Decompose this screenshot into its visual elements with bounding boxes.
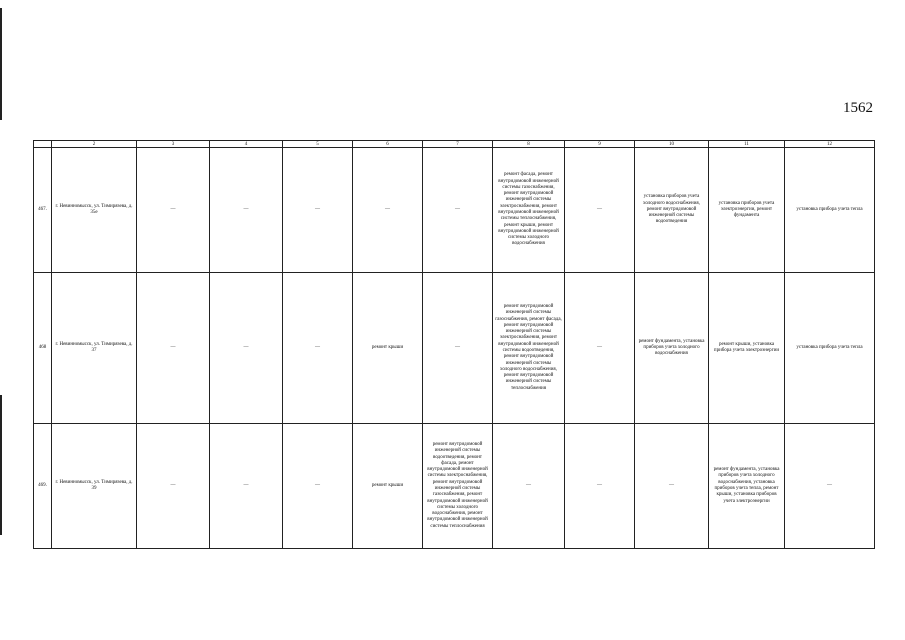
cell-col-8: —	[493, 424, 565, 549]
col-header: 9	[565, 141, 635, 148]
address-cell: г. Невинномысск, ул. Тимирязева, д. 37	[52, 273, 137, 424]
cell-col-4: —	[210, 148, 283, 273]
cell-col-6: —	[353, 148, 423, 273]
col-header: 2	[52, 141, 137, 148]
col-header: 11	[709, 141, 785, 148]
table-row	[34, 273, 875, 424]
row-number: 468	[34, 273, 52, 424]
repair-works-table	[33, 140, 875, 549]
cell-col-11: ремонт крыши, установка прибора учета электроэнергии	[709, 273, 785, 424]
table-row	[34, 148, 875, 273]
row-number: 467.	[34, 148, 52, 273]
col-header	[34, 141, 52, 148]
cell-col-9: —	[565, 273, 635, 424]
col-header: 6	[353, 141, 423, 148]
cell-col-11: установка приборов учета электроэнергии, ремонт фундамента	[709, 148, 785, 273]
cell-col-9: —	[565, 148, 635, 273]
cell-col-10: ремонт фундамента, установка приборов учета холодного водоснабжения	[635, 273, 709, 424]
cell-col-3: —	[137, 424, 210, 549]
cell-col-4: —	[210, 424, 283, 549]
scan-edge-mark	[0, 8, 2, 120]
cell-col-7: —	[423, 273, 493, 424]
cell-col-7: ремонт внутридомовой инженерной системы водоотведения, ремонт фасада, ремонт внутридомовой инженерной системы электроснабжения, ремонт внутридомовой инженерной системы газоснабжения, ремонт внутридомовой инженерной системы холодного водоснабжения, ремонт внутридомовой инженерной системы теплоснабжения	[423, 424, 493, 549]
cell-col-9: —	[565, 424, 635, 549]
page-number: 1562	[843, 100, 873, 116]
cell-col-6: ремонт крыши	[353, 424, 423, 549]
cell-col-10: —	[635, 424, 709, 549]
cell-col-5: —	[283, 424, 353, 549]
scan-edge-mark	[0, 395, 2, 535]
table-row	[34, 424, 875, 549]
row-number: 469.	[34, 424, 52, 549]
cell-col-6: ремонт крыши	[353, 273, 423, 424]
cell-col-10: установка приборов учета холодного водоснабжения, ремонт внутридомовой инженерной системы водоотведения	[635, 148, 709, 273]
cell-col-12: установка прибора учета тепла	[785, 148, 875, 273]
address-cell: г. Невинномысск, ул. Тимирязева, д. 35е	[52, 148, 137, 273]
cell-col-5: —	[283, 148, 353, 273]
cell-col-5: —	[283, 273, 353, 424]
cell-col-7: —	[423, 148, 493, 273]
header-row	[34, 141, 875, 148]
col-header: 7	[423, 141, 493, 148]
cell-col-8: ремонт внутридомовой инженерной системы газоснабжения, ремонт фасада, ремонт внутридомовой инженерной системы электроснабжения, ремонт внутридомовой инженерной системы водоотведения, ремонт внутридомовой инженерной системы холодного водоснабжения, ремонт внутридомовой инженерной системы теплоснабжения	[493, 273, 565, 424]
cell-col-4: —	[210, 273, 283, 424]
cell-col-8: ремонт фасада, ремонт внутридомовой инженерной системы газоснабжения, ремонт внутридомовой инженерной системы электроснабжения, ремонт внутридомовой инженерной системы теплоснабжения, ремонт крыши, ремонт внутридомовой инженерной системы холодного водоснабжения	[493, 148, 565, 273]
cell-col-11: ремонт фундамента, установка приборов учета холодного водоснабжения, установка приборов учета тепла, ремонт крыши, установка приборов учета электроэнергии	[709, 424, 785, 549]
col-header: 4	[210, 141, 283, 148]
address-cell: г. Невинномысск, ул. Тимирязева, д. 39	[52, 424, 137, 549]
cell-col-3: —	[137, 273, 210, 424]
col-header: 10	[635, 141, 709, 148]
col-header: 12	[785, 141, 875, 148]
col-header: 5	[283, 141, 353, 148]
cell-col-12: установка прибора учета тепла	[785, 273, 875, 424]
cell-col-3: —	[137, 148, 210, 273]
col-header: 8	[493, 141, 565, 148]
col-header: 3	[137, 141, 210, 148]
cell-col-12: —	[785, 424, 875, 549]
